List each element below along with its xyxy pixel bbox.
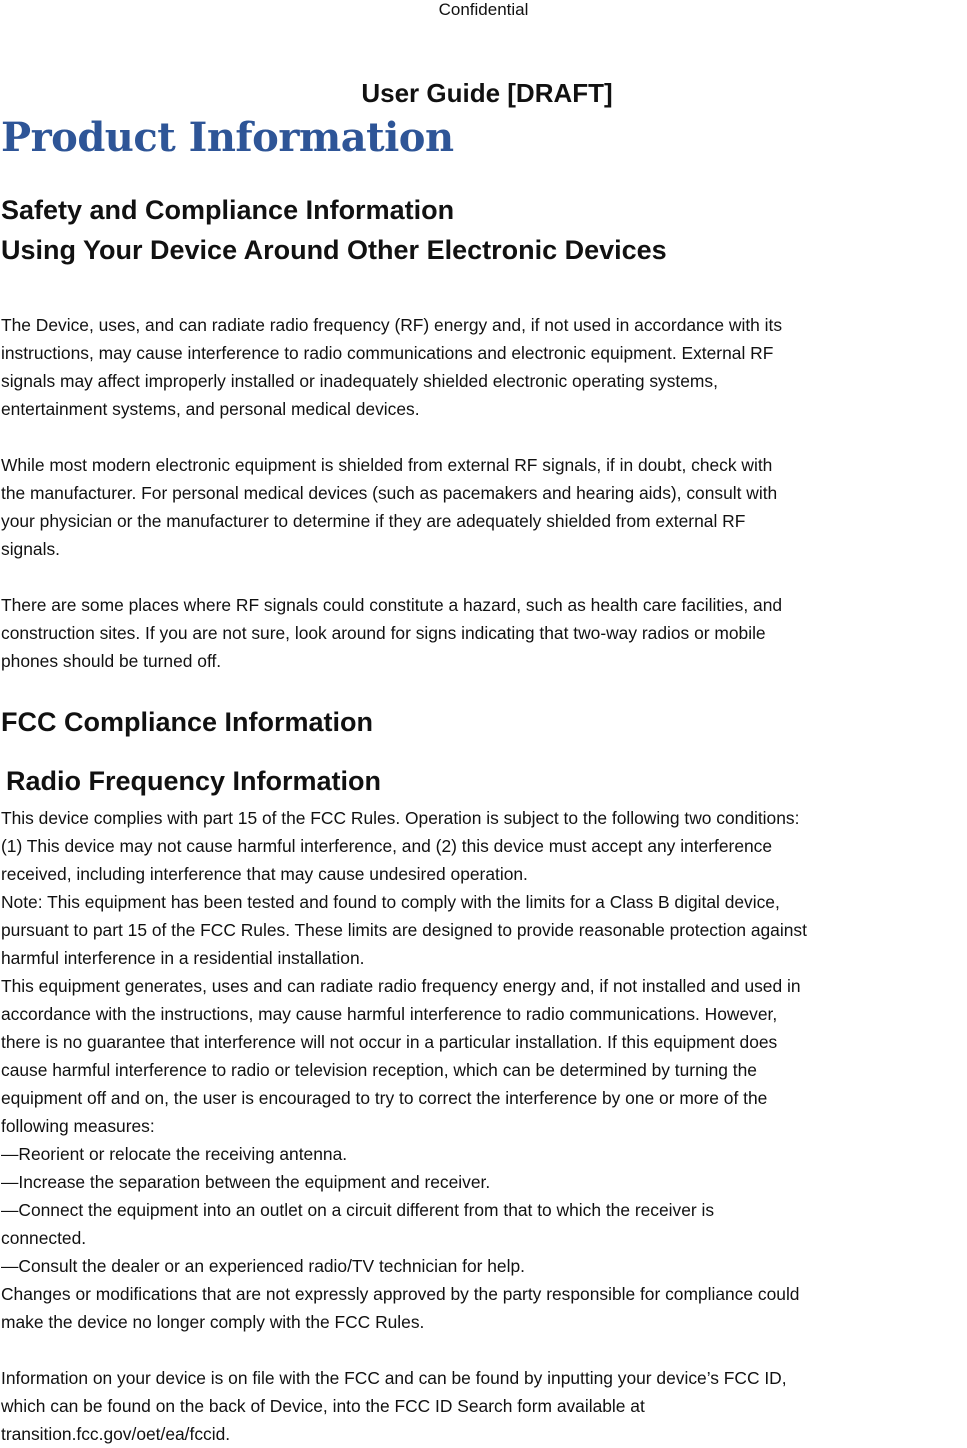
fcc-statement — [1, 804, 967, 1336]
fcc-line: This equipment generates, uses and can radiate radio frequency energy and, if not installed and used in — [1, 976, 801, 996]
fcc-line: equipment off and on, the user is encouraged to try to correct the interference by one or more of the — [1, 1088, 768, 1108]
paragraph-rf-energy — [1, 311, 967, 423]
fcc-line: Changes or modifications that are not expressly approved by the party responsible for compliance could — [1, 1284, 800, 1304]
fcc-line: connected. — [1, 1228, 87, 1248]
fcc-line: accordance with the instructions, may cause harmful interference to radio communications. However, — [1, 1004, 778, 1024]
paragraph-line: your physician or the manufacturer to determine if they are adequately shielded from external RF — [1, 511, 746, 531]
fcc-line: Note: This equipment has been tested and found to comply with the limits for a Class B digital device, — [1, 892, 780, 912]
paragraph-line: instructions, may cause interference to radio communications and electronic equipment. External RF — [1, 343, 774, 363]
document-title: User Guide [DRAFT] — [361, 78, 613, 108]
fcc-line: pursuant to part 15 of the FCC Rules. These limits are designed to provide reasonable protection against — [1, 920, 807, 940]
fcc-id-info — [1, 1364, 967, 1448]
fcc-line: cause harmful interference to radio or television reception, which can be determined by turning the — [1, 1060, 757, 1080]
paragraph-hazard-places — [1, 591, 967, 675]
using-device-heading: Using Your Device Around Other Electronic Devices — [1, 235, 667, 265]
fcc-info-line: which can be found on the back of Device, into the FCC ID Search form available at — [1, 1396, 645, 1416]
fcc-info-line: Information on your device is on file with the FCC and can be found by inputting your device’s FCC ID, — [1, 1368, 787, 1388]
paragraph-line: There are some places where RF signals could constitute a hazard, such as health care facilities, and — [1, 595, 783, 615]
radio-frequency-heading: Radio Frequency Information — [6, 766, 382, 796]
paragraph-line: The Device, uses, and can radiate radio frequency (RF) energy and, if not used in accordance with its — [1, 315, 783, 335]
safety-compliance-heading: Safety and Compliance Information — [1, 195, 455, 225]
fcc-line: make the device no longer comply with the FCC Rules. — [1, 1312, 425, 1332]
paragraph-line: construction sites. If you are not sure, look around for signs indicating that two-way radios or mobile — [1, 623, 766, 643]
fcc-measure: —Consult the dealer or an experienced radio/TV technician for help. — [1, 1256, 525, 1276]
fcc-line: received, including interference that may cause undesired operation. — [1, 864, 528, 884]
fcc-line: This device complies with part 15 of the FCC Rules. Operation is subject to the following two conditions: — [1, 808, 800, 828]
fcc-info-line: transition.fcc.gov/oet/ea/fccid. — [1, 1424, 231, 1444]
confidential-label: Confidential — [438, 0, 529, 19]
fcc-measure: —Reorient or relocate the receiving antenna. — [1, 1144, 348, 1164]
paragraph-line: While most modern electronic equipment is shielded from external RF signals, if in doubt, check with — [1, 455, 773, 475]
paragraph-line: signals may affect improperly installed or inadequately shielded electronic operating systems, — [1, 371, 718, 391]
paragraph-line: the manufacturer. For personal medical devices (such as pacemakers and hearing aids), consult with — [1, 483, 778, 503]
fcc-measure: —Increase the separation between the equipment and receiver. — [1, 1172, 491, 1192]
fcc-line: there is no guarantee that interference will not occur in a particular installation. If this equipment does — [1, 1032, 778, 1052]
fcc-compliance-heading: FCC Compliance Information — [1, 707, 374, 737]
paragraph-line: entertainment systems, and personal medical devices. — [1, 399, 420, 419]
fcc-measure: —Connect the equipment into an outlet on a circuit different from that to which the receiver is — [1, 1200, 715, 1220]
fcc-line: (1) This device may not cause harmful interference, and (2) this device must accept any interference — [1, 836, 773, 856]
paragraph-line: phones should be turned off. — [1, 651, 222, 671]
paragraph-shielding — [1, 451, 967, 563]
fcc-line: following measures: — [1, 1116, 155, 1136]
paragraph-line: signals. — [1, 539, 60, 559]
product-information-heading: Product Information — [1, 114, 454, 161]
fcc-line: harmful interference in a residential installation. — [1, 948, 365, 968]
